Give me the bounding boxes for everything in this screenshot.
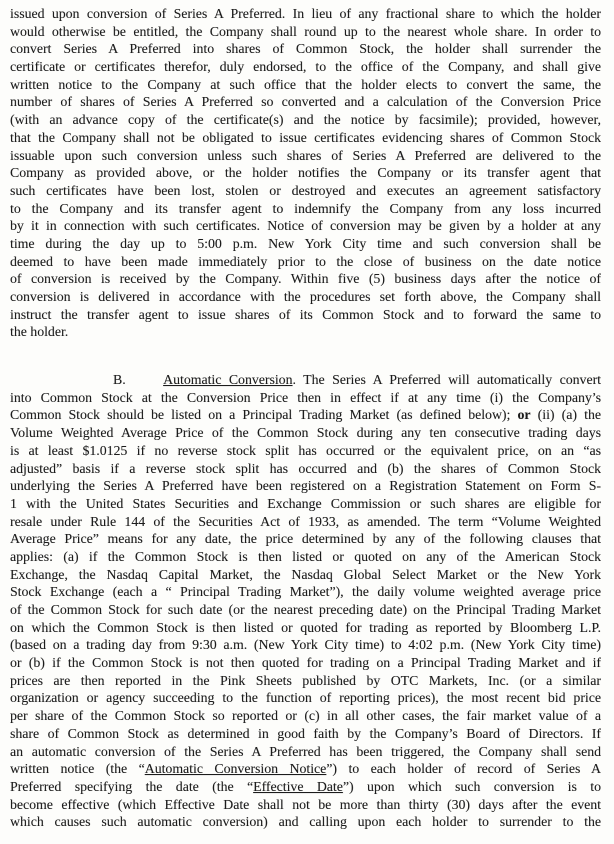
text-line xyxy=(10,40,601,58)
text-run: on which the Common Stock is then listed or quoted for trading as reported by Bloomberg L.P. xyxy=(10,619,601,635)
text-run: written notice to the Company at such office that the holder elects to convert the same, the xyxy=(10,76,601,92)
text-line xyxy=(10,288,601,306)
text-run: per share of the Common Stock so reported or (c) in all other cases, the fair market value of a xyxy=(10,708,601,724)
paragraph-conversion-mechanics xyxy=(10,5,601,341)
text-run: certificate or certificates therefor, duly endorsed, to the office of the Company, and shall give xyxy=(10,59,601,75)
text-run: prices are then reported in the Pink Sheets published by OTC Markets, Inc. (or a similar xyxy=(10,672,601,688)
text-run: to the Company and its transfer agent to indemnify the Company from any loss incurred xyxy=(10,200,601,216)
text-run: become effective (which Effective Date shall not be more than thirty (30) days after the event xyxy=(10,796,601,812)
text-line xyxy=(10,477,601,495)
text-line xyxy=(10,707,601,725)
text-run: organization or agency succeeding to the function of reporting prices), the most recent bid price xyxy=(10,690,601,706)
text-line xyxy=(10,513,601,531)
text-line xyxy=(10,460,601,478)
text-run: applies: (a) if the Common Stock is then listed or quoted on any of the American Stock xyxy=(10,548,601,564)
text-line xyxy=(10,601,601,619)
text-run: or (b) if the Common Stock is not then quoted for trading on a Principal Trading Market and if xyxy=(10,655,601,671)
text-line xyxy=(10,813,601,831)
text-run: written notice (the “ xyxy=(10,761,145,777)
text-run: underlying the Series A Preferred have been registered on a Registration Statement on Form S- xyxy=(10,478,601,494)
text-run: would otherwise be entitled, the Company shall round up to the nearest whole share. In order to xyxy=(10,23,601,39)
text-line xyxy=(10,725,601,743)
text-run: is at least $1.0125 if no reverse stock split has occurred or the equivalent price, on an “as xyxy=(10,442,601,458)
text-line xyxy=(10,389,601,407)
bold-term: or xyxy=(517,407,531,423)
text-run: convert Series A Preferred into shares of Common Stock, the holder shall surrender the xyxy=(10,41,601,57)
text-line xyxy=(10,796,601,814)
text-line xyxy=(10,164,601,182)
text-run: adjusted” basis if a reverse stock split has occurred and (b) the shares of Common Stock xyxy=(10,460,601,476)
text-line xyxy=(10,619,601,637)
text-run: ”) to each holder of record of Series A xyxy=(326,761,601,777)
text-line xyxy=(10,253,601,271)
text-line xyxy=(10,743,601,761)
text-run: resale under Rule 144 of the Securities Act of 1933, as amended. The term “Volume Weighted xyxy=(10,513,601,529)
text-run: number of shares of Series A Preferred so converted and a calculation of the Conversion Price xyxy=(10,94,601,110)
text-line xyxy=(10,111,601,129)
text-line xyxy=(10,182,601,200)
underlined-term: Effective Date xyxy=(253,778,343,794)
text-run: Exchange, the Nasdaq Capital Market, the Nasdaq Global Select Market or the New York xyxy=(10,566,601,582)
text-line xyxy=(10,217,601,235)
text-line xyxy=(10,270,601,288)
text-run: such certificates have been lost, stolen or destroyed and executes an agreement satisfactory xyxy=(10,182,601,198)
text-run: issuable upon such conversion unless such shares of Series A Preferred are delivered to the xyxy=(10,147,601,163)
underlined-term: Automatic Conversion Notice xyxy=(144,761,327,777)
text-run: of conversion is received by the Company. Within five (5) business days after the notice of xyxy=(10,271,601,287)
text-line xyxy=(10,566,601,584)
text-line xyxy=(10,323,601,341)
text-line xyxy=(10,93,601,111)
text-run: that the Company shall not be obligated to issue certificates evidencing shares of Common Stock xyxy=(10,129,601,145)
text-line xyxy=(10,5,601,23)
text-run: 1 with the United States Securities and Exchange Commission or such shares are eligible for xyxy=(10,495,601,511)
text-run: Common Stock should be listed on a Principal Trading Market (as defined below); xyxy=(10,407,518,423)
text-run: Volume Weighted Average Price of the Common Stock during any ten consecutive trading days xyxy=(10,425,601,441)
text-run: share of Common Stock as determined in good faith by the Company’s Board of Directors. If xyxy=(10,725,601,741)
text-run: deemed to have been made immediately prior to the close of business on the date notice xyxy=(10,253,601,269)
underlined-term: Automatic Conversion xyxy=(163,372,293,388)
text-line xyxy=(10,530,601,548)
text-run: Preferred specifying the date (the “ xyxy=(10,778,254,794)
text-run: the holder. xyxy=(10,324,69,340)
text-line xyxy=(10,371,601,389)
paragraph-automatic-conversion xyxy=(10,371,601,831)
text-line xyxy=(10,654,601,672)
text-line xyxy=(10,235,601,253)
text-run: by it in connection with such certificates. Notice of conversion may be given by a holder at any xyxy=(10,218,601,234)
text-line xyxy=(10,548,601,566)
text-run: of the Common Stock for such date (or the nearest preceding date) on the Principal Trading Market xyxy=(10,602,601,617)
text-line xyxy=(10,147,601,165)
text-line xyxy=(10,689,601,707)
text-run: time during the day up to 5:00 p.m. New York City time and such conversion shall be xyxy=(10,235,601,251)
text-run: instruct the transfer agent to issue shares of its Common Stock and to forward the same to xyxy=(10,306,601,322)
text-run: Stock Exchange (each a “ Principal Trading Market”), the daily volume weighted average price xyxy=(10,584,601,600)
text-line xyxy=(10,200,601,218)
text-run: . The Series A Preferred will automatically convert xyxy=(292,372,601,388)
text-line xyxy=(10,58,601,76)
text-run: ”) upon which such conversion is to xyxy=(342,778,601,794)
text-line xyxy=(10,583,601,601)
text-line xyxy=(10,672,601,690)
text-run: conversion is delivered in accordance with the procedures set forth above, the Company shall xyxy=(10,289,601,304)
text-line xyxy=(10,424,601,442)
text-line xyxy=(10,129,601,147)
text-line xyxy=(10,760,601,778)
text-line xyxy=(10,76,601,94)
text-run: B. xyxy=(113,372,164,388)
text-run: Average Price” means for any date, the price determined by any of the following clauses that xyxy=(10,531,601,547)
text-line xyxy=(10,495,601,513)
text-line xyxy=(10,442,601,460)
text-line xyxy=(10,778,601,796)
text-line xyxy=(10,306,601,324)
text-run: (ii) (a) the xyxy=(530,407,601,423)
text-run: (with an advance copy of the certificate(s) and the notice by facsimile); provided, however, xyxy=(10,112,601,128)
text-run: into Common Stock at the Conversion Price then in effect if at any time (i) the Company’s xyxy=(10,389,601,405)
text-run: which causes such automatic conversion) and calling upon each holder to surrender to the xyxy=(10,814,601,830)
text-run: an automatic conversion of the Series A Preferred has been triggered, the Company shall send xyxy=(10,743,601,759)
text-run: (based on a trading day from 9:30 a.m. (New York City time) to 4:02 p.m. (New York City time) xyxy=(10,637,601,653)
text-run: issued upon conversion of Series A Preferred. In lieu of any fractional share to which the holder xyxy=(10,6,601,21)
text-line xyxy=(10,406,601,424)
text-run: Company as provided above, or the holder notifies the Company or its transfer agent that xyxy=(10,165,601,181)
text-line xyxy=(10,636,601,654)
text-line xyxy=(10,23,601,41)
